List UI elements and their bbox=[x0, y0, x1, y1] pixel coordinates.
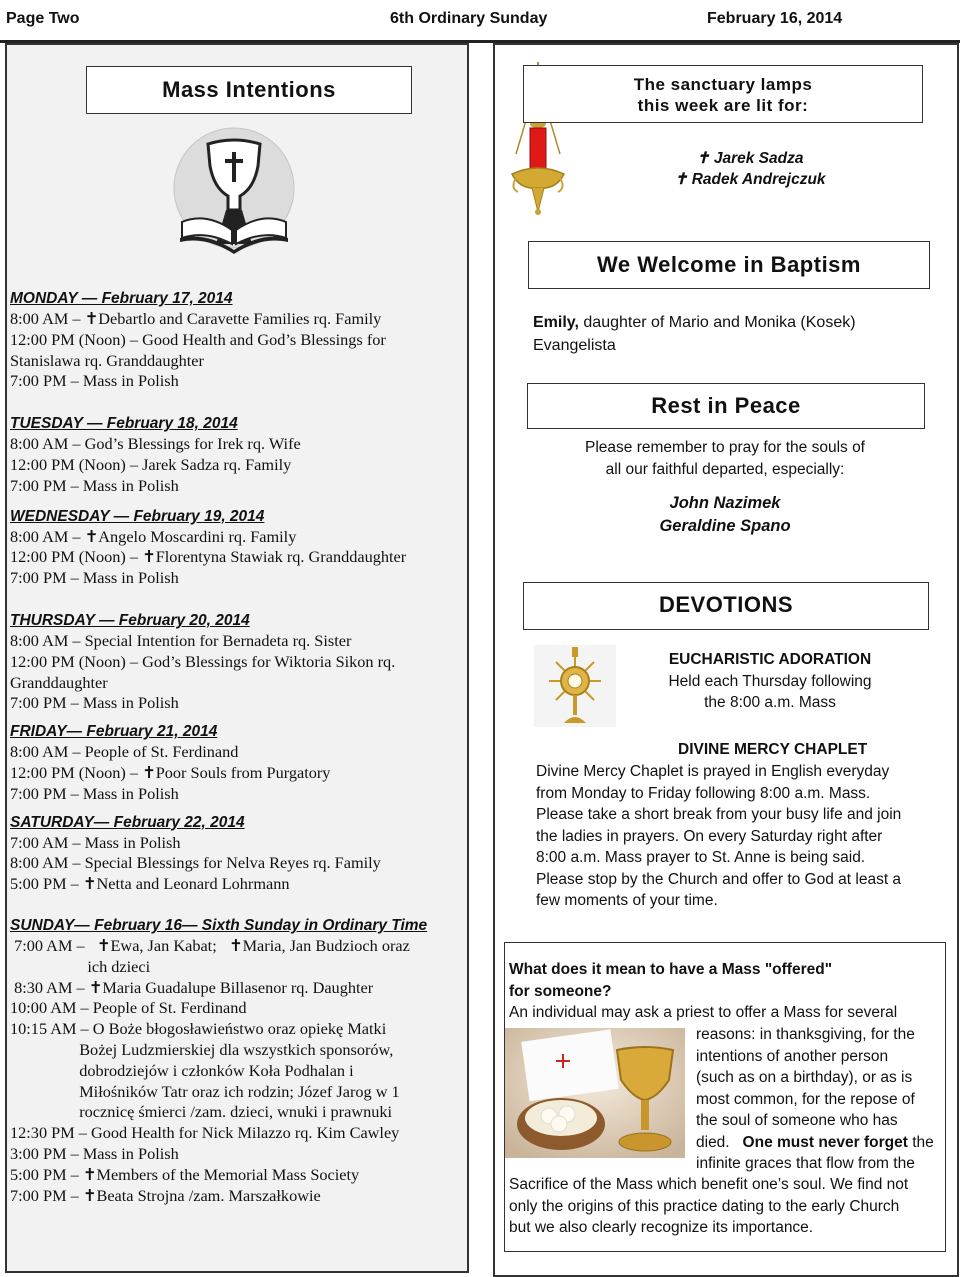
intention-line: 12:00 PM (Noon) – Jarek Sadza rq. Family bbox=[10, 454, 292, 474]
intention-line: 8:00 AM – ✝Angelo Moscardini rq. Family bbox=[10, 526, 297, 546]
intention-line: 7:00 PM – Mass in Polish bbox=[10, 783, 179, 803]
intention-line: 5:00 PM – ✝Members of the Memorial Mass Society bbox=[10, 1164, 360, 1184]
monstrance-icon bbox=[534, 645, 616, 727]
baptism-text bbox=[533, 311, 943, 357]
chaplet-line: Please take a short break from your busy life and join bbox=[536, 806, 902, 823]
mass-offered-question bbox=[509, 959, 939, 1002]
mass-offered-side bbox=[696, 1024, 946, 1175]
intention-line: Granddaughter bbox=[10, 672, 108, 692]
mass-intentions-list bbox=[10, 288, 462, 1206]
page-header bbox=[0, 0, 960, 43]
intention-line: 7:00 PM – ✝Beata Strojna /zam. Marszałkowie bbox=[10, 1185, 321, 1205]
intention-line: 7:00 AM – Mass in Polish bbox=[10, 832, 181, 852]
rip-line: all our faithful departed, especially: bbox=[605, 460, 845, 478]
adoration-section bbox=[640, 649, 900, 714]
tail-line: Sacrifice of the Mass which benefit one’s soul. We find not bbox=[509, 1176, 909, 1193]
day-header: FRIDAY— February 21, 2014 bbox=[10, 723, 218, 741]
intention-line: 8:00 AM – ✝Debartlo and Caravette Families rq. Family bbox=[10, 309, 382, 328]
intention-line: 10:15 AM – O Boże błogosławieństwo oraz opiekę Matki bbox=[10, 1019, 387, 1039]
adoration-title: EUCHARISTIC ADORATION bbox=[668, 651, 872, 668]
chaplet-line: Divine Mercy Chaplet is prayed in English everyday bbox=[536, 763, 890, 780]
intention-line: 8:00 AM – People of St. Ferdinand bbox=[10, 742, 239, 762]
chaplet-line: the ladies in prayers. On every Saturday right after bbox=[536, 827, 883, 845]
intention-line: rocznicę śmierci /zam. dzieci, wnuki i prawnuki bbox=[10, 1102, 393, 1122]
rest-in-peace-text bbox=[527, 437, 923, 480]
sanctuary-name: ✝ Jarek Sadza bbox=[696, 150, 804, 167]
day-header: SUNDAY— February 16— Sixth Sunday in Ordinary Time bbox=[10, 916, 428, 934]
intention-line: Bożej Ludzmierskiej dla wszystkich sponsorów, bbox=[10, 1039, 394, 1059]
mass-offered-intro: An individual may ask a priest to offer a Mass for several bbox=[509, 1004, 898, 1021]
baptism-detail-2: Evangelista bbox=[533, 337, 616, 354]
sanctuary-names bbox=[600, 148, 900, 190]
devotions-title: DEVOTIONS bbox=[523, 582, 929, 630]
intention-line: 12:30 PM – Good Health for Nick Milazzo rq. Kim Cawley bbox=[10, 1123, 400, 1143]
day-header: THURSDAY — February 20, 2014 bbox=[10, 611, 250, 629]
chaplet-line: from Monday to Friday following 8:00 a.m. Mass. bbox=[536, 784, 871, 802]
sanctuary-title-line: The sanctuary lamps bbox=[633, 75, 813, 94]
chaplet-line: Please stop by the Church and offer to God at least a bbox=[536, 870, 902, 888]
bulletin-title: 6th Ordinary Sunday bbox=[390, 10, 548, 27]
chaplet-text bbox=[536, 761, 946, 912]
side-line: most common, for the repose of bbox=[696, 1090, 915, 1108]
bulletin-date: February 16, 2014 bbox=[707, 10, 843, 27]
day-header: TUESDAY — February 18, 2014 bbox=[10, 415, 238, 433]
chalice-bible-icon bbox=[168, 126, 300, 258]
mass-intentions-title: Mass Intentions bbox=[86, 66, 412, 114]
intention-line: 7:00 PM – Mass in Polish bbox=[10, 475, 179, 495]
intention-line: dobrodziejów i członków Koła Podhalan i bbox=[10, 1060, 354, 1080]
day-header: MONDAY — February 17, 2014 bbox=[10, 290, 233, 307]
intention-line: 5:00 PM – ✝Netta and Leonard Lohrmann bbox=[10, 874, 290, 894]
sanctuary-title-line: this week are lit for: bbox=[637, 96, 809, 115]
intention-line: 10:00 AM – People of St. Ferdinand bbox=[10, 998, 247, 1018]
baptism-detail: daughter of Mario and Monika (Kosek) bbox=[578, 314, 856, 331]
side-line: reasons: in thanksgiving, for the bbox=[696, 1026, 915, 1043]
rip-line: Please remember to pray for the souls of bbox=[585, 439, 865, 456]
question-line: for someone? bbox=[509, 982, 612, 1000]
chalice-hosts-image bbox=[505, 1028, 685, 1158]
baptism-title: We Welcome in Baptism bbox=[528, 241, 930, 289]
intention-line: 7:00 PM – Mass in Polish bbox=[10, 371, 179, 391]
side-line: (such as on a birthday), or as is bbox=[696, 1069, 913, 1086]
chaplet-title bbox=[536, 739, 960, 761]
adoration-line: the 8:00 a.m. Mass bbox=[704, 694, 836, 711]
chaplet-line: few moments of your time. bbox=[536, 892, 718, 909]
side-line: infinite graces that flow from the bbox=[696, 1155, 915, 1172]
intention-line: 3:00 PM – Mass in Polish bbox=[10, 1143, 179, 1163]
rip-names bbox=[527, 492, 923, 538]
intention-line: ich dzieci bbox=[10, 956, 151, 976]
intention-line: 12:00 PM (Noon) – ✝Florentyna Stawiak rq. Granddaughter bbox=[10, 547, 407, 567]
intention-line: 8:30 AM – ✝Maria Guadalupe Billasenor rq. Daughter bbox=[10, 977, 374, 997]
mass-offered-tail bbox=[509, 1174, 939, 1239]
chaplet-line: 8:00 a.m. Mass prayer to St. Anne is being said. bbox=[536, 849, 866, 866]
intention-line: 12:00 PM (Noon) – ✝Poor Souls from Purgatory bbox=[10, 762, 331, 782]
rip-name: John Nazimek bbox=[669, 494, 781, 512]
intention-line: 7:00 PM – Mass in Polish bbox=[10, 693, 179, 713]
side-line: the soul of someone who has bbox=[696, 1112, 898, 1129]
chaplet-title-text: DIVINE MERCY CHAPLET bbox=[678, 741, 868, 758]
intention-line: 7:00 PM – Mass in Polish bbox=[10, 568, 179, 588]
intention-line: 7:00 AM – ✝Ewa, Jan Kabat; ✝Maria, Jan Budzioch oraz bbox=[10, 935, 410, 955]
day-header: WEDNESDAY — February 19, 2014 bbox=[10, 507, 265, 525]
day-header: SATURDAY— February 22, 2014 bbox=[10, 813, 245, 831]
intention-line: 12:00 PM (Noon) – God’s Blessings for Wiktoria Sikon rq. bbox=[10, 651, 396, 671]
sanctuary-lamps-title bbox=[523, 65, 923, 123]
intention-line: 12:00 PM (Noon) – Good Health and God’s Blessings for bbox=[10, 329, 386, 349]
page-number: Page Two bbox=[6, 10, 80, 27]
adoration-line: Held each Thursday following bbox=[668, 672, 872, 690]
question-line: What does it mean to have a Mass "offered" bbox=[509, 961, 833, 978]
side-line: intentions of another person bbox=[696, 1047, 889, 1065]
tail-line: only the origins of this practice dating to the early Church bbox=[509, 1197, 900, 1215]
intention-line: Miłośników Tatr oraz ich rodzin; Józef Jarog w 1 bbox=[10, 1081, 400, 1101]
intention-line: Stanislawa rq. Granddaughter bbox=[10, 350, 204, 370]
rip-name: Geraldine Spano bbox=[659, 517, 791, 535]
intention-line: 8:00 AM – God’s Blessings for Irek rq. Wife bbox=[10, 434, 301, 454]
sanctuary-name: ✝ Radek Andrejczuk bbox=[674, 171, 826, 188]
rest-in-peace-title: Rest in Peace bbox=[527, 383, 925, 429]
side-line-emphasis: died. One must never forget the bbox=[696, 1133, 934, 1151]
intention-line: 8:00 AM – Special Blessings for Nelva Reyes rq. Family bbox=[10, 853, 381, 873]
emphasis-text: One must never forget bbox=[742, 1133, 908, 1151]
tail-line: but we also clearly recognize its importance. bbox=[509, 1219, 814, 1236]
intention-line: 8:00 AM – Special Intention for Bernadeta rq. Sister bbox=[10, 630, 352, 650]
baptism-name: Emily, bbox=[533, 314, 579, 331]
